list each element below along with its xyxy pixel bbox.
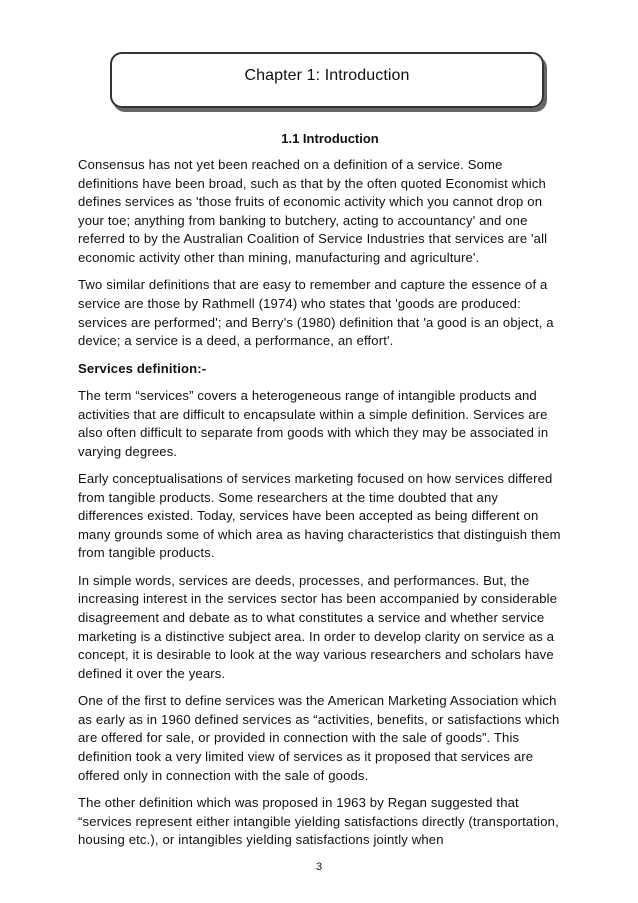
page-number: 3 — [315, 861, 323, 873]
body-text — [78, 156, 562, 859]
paragraph: The other definition which was proposed in 1963 by Regan suggested that “services represent either intangible yielding satisfactions directly (transportation, housing etc.), or intangibles yielding satisfactions jointly when — [78, 794, 559, 848]
chapter-title-box — [110, 52, 544, 108]
paragraph: In simple words, services are deeds, processes, and performances. But, the increasing interest in the services sector has been accompanied by considerable disagreement and debate as to what constitutes a service and whether service marketing is a distinctive subject area. In order to develop clarity on service as a concept, it is desirable to look at the way various researchers and scholars have defined it over the years. — [78, 572, 558, 681]
paragraph: Consensus has not yet been reached on a definition of a service. Some definitions have been broad, such as that by the often quoted Economist which defines services as 'those fruits of economic activity which you cannot drop on your toe; anything from banking to butchery, acting to accountancy' and one referred to by the Australian Coalition of Service Industries that services are 'all economic activity other than mining, manufacturing and agriculture'. — [78, 157, 548, 265]
chapter-title: Chapter 1: Introduction — [244, 67, 410, 84]
paragraph: The term “services” covers a heterogeneous range of intangible products and activities that are difficult to encapsulate within a simple definition. Services are also often difficult to separate from goods with which they may be associated in varying degrees. — [78, 387, 549, 459]
paragraph: One of the first to define services was the American Marketing Association which as early as in 1960 defined services as “activities, benefits, or satisfactions which are offered for sale, or provided in connection with the sale of goods”. This definition took a very limited view of services as it proposed that services are offered only in connection with the sale of goods. — [78, 693, 560, 783]
subheading: Services definition:- — [78, 360, 207, 376]
paragraph: Early conceptualisations of services marketing focused on how services differed from tangible products. Some researchers at the time doubted that any differences existed. Today, services have been accepted as being different on many grounds some of which area as having characteristics that distinguish them from tangible products. — [78, 471, 561, 561]
paragraph: Two similar definitions that are easy to remember and capture the essence of a service are those by Rathmell (1974) who states that 'goods are produced: services are performed'; and Berry’s (1980) definition that 'a good is an object, a device; a service is a deed, a performance, an effort'. — [78, 277, 554, 349]
section-heading: 1.1 Introduction — [281, 131, 379, 146]
